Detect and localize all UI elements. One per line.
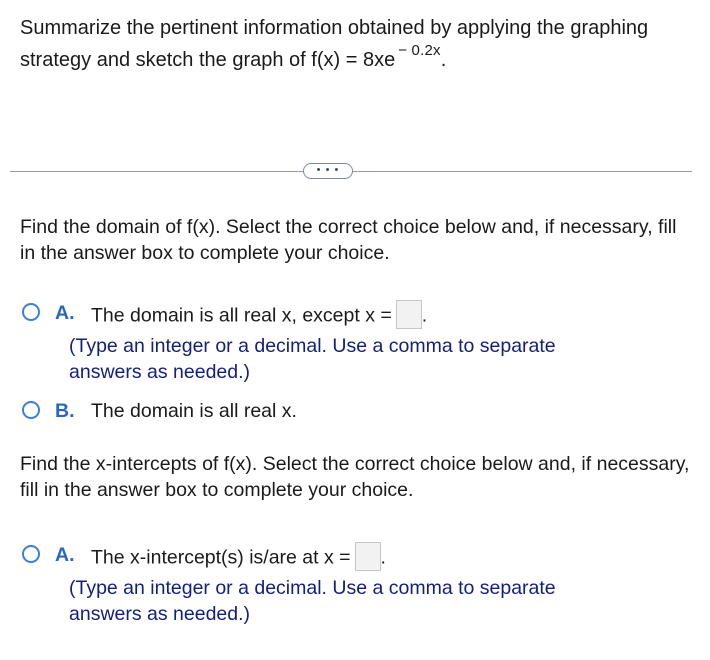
domain-answer-box[interactable] [396, 300, 422, 329]
intercept-choice-a-text [91, 544, 386, 573]
domain-choice-b-letter: B. [55, 400, 75, 422]
intercept-choice-a-label: The x-intercept(s) is/are at x = [91, 546, 351, 569]
domain-choice-a-hint: (Type an integer or a decimal. Use a comma to separate answers as needed.) [69, 335, 556, 383]
intercept-choice-a-hint: (Type an integer or a decimal. Use a comma to separate answers as needed.) [69, 577, 556, 625]
domain-prompt: Find the domain of f(x). Select the correct choice below and, if necessary, fill in the answer box to complete your choice. [20, 216, 677, 264]
domain-choice-b-text: The domain is all real x. [91, 400, 297, 422]
intercept-choice-a-radio[interactable] [22, 545, 40, 563]
intercept-answer-box[interactable] [355, 542, 381, 571]
domain-choice-a-letter: A. [55, 302, 75, 324]
domain-choice-b-radio[interactable] [22, 401, 40, 419]
question-line1: Summarize the pertinent information obtained by applying the graphing [20, 17, 649, 39]
intercept-prompt: Find the x-intercepts of f(x). Select the correct choice below and, if necessary, fill in the answer box to complete your choice. [20, 453, 690, 501]
intercept-choice-a-period: . [380, 546, 386, 569]
intercept-choice-a-letter: A. [55, 544, 75, 566]
question-line2: strategy and sketch the graph of [20, 49, 312, 71]
question-text [20, 12, 690, 78]
function-formula [311, 42, 441, 71]
formula-base: f(x) = 8xe [311, 49, 396, 71]
domain-choice-a-label: The domain is all real x, except x = [91, 304, 392, 327]
domain-choice-a-radio[interactable] [22, 303, 40, 321]
more-options-button[interactable]: • • • [303, 163, 353, 179]
question-end-period: . [440, 49, 447, 71]
domain-choice-a-period: . [421, 304, 428, 327]
domain-choice-a-text [91, 302, 427, 331]
formula-exponent: − 0.2x [398, 42, 441, 59]
